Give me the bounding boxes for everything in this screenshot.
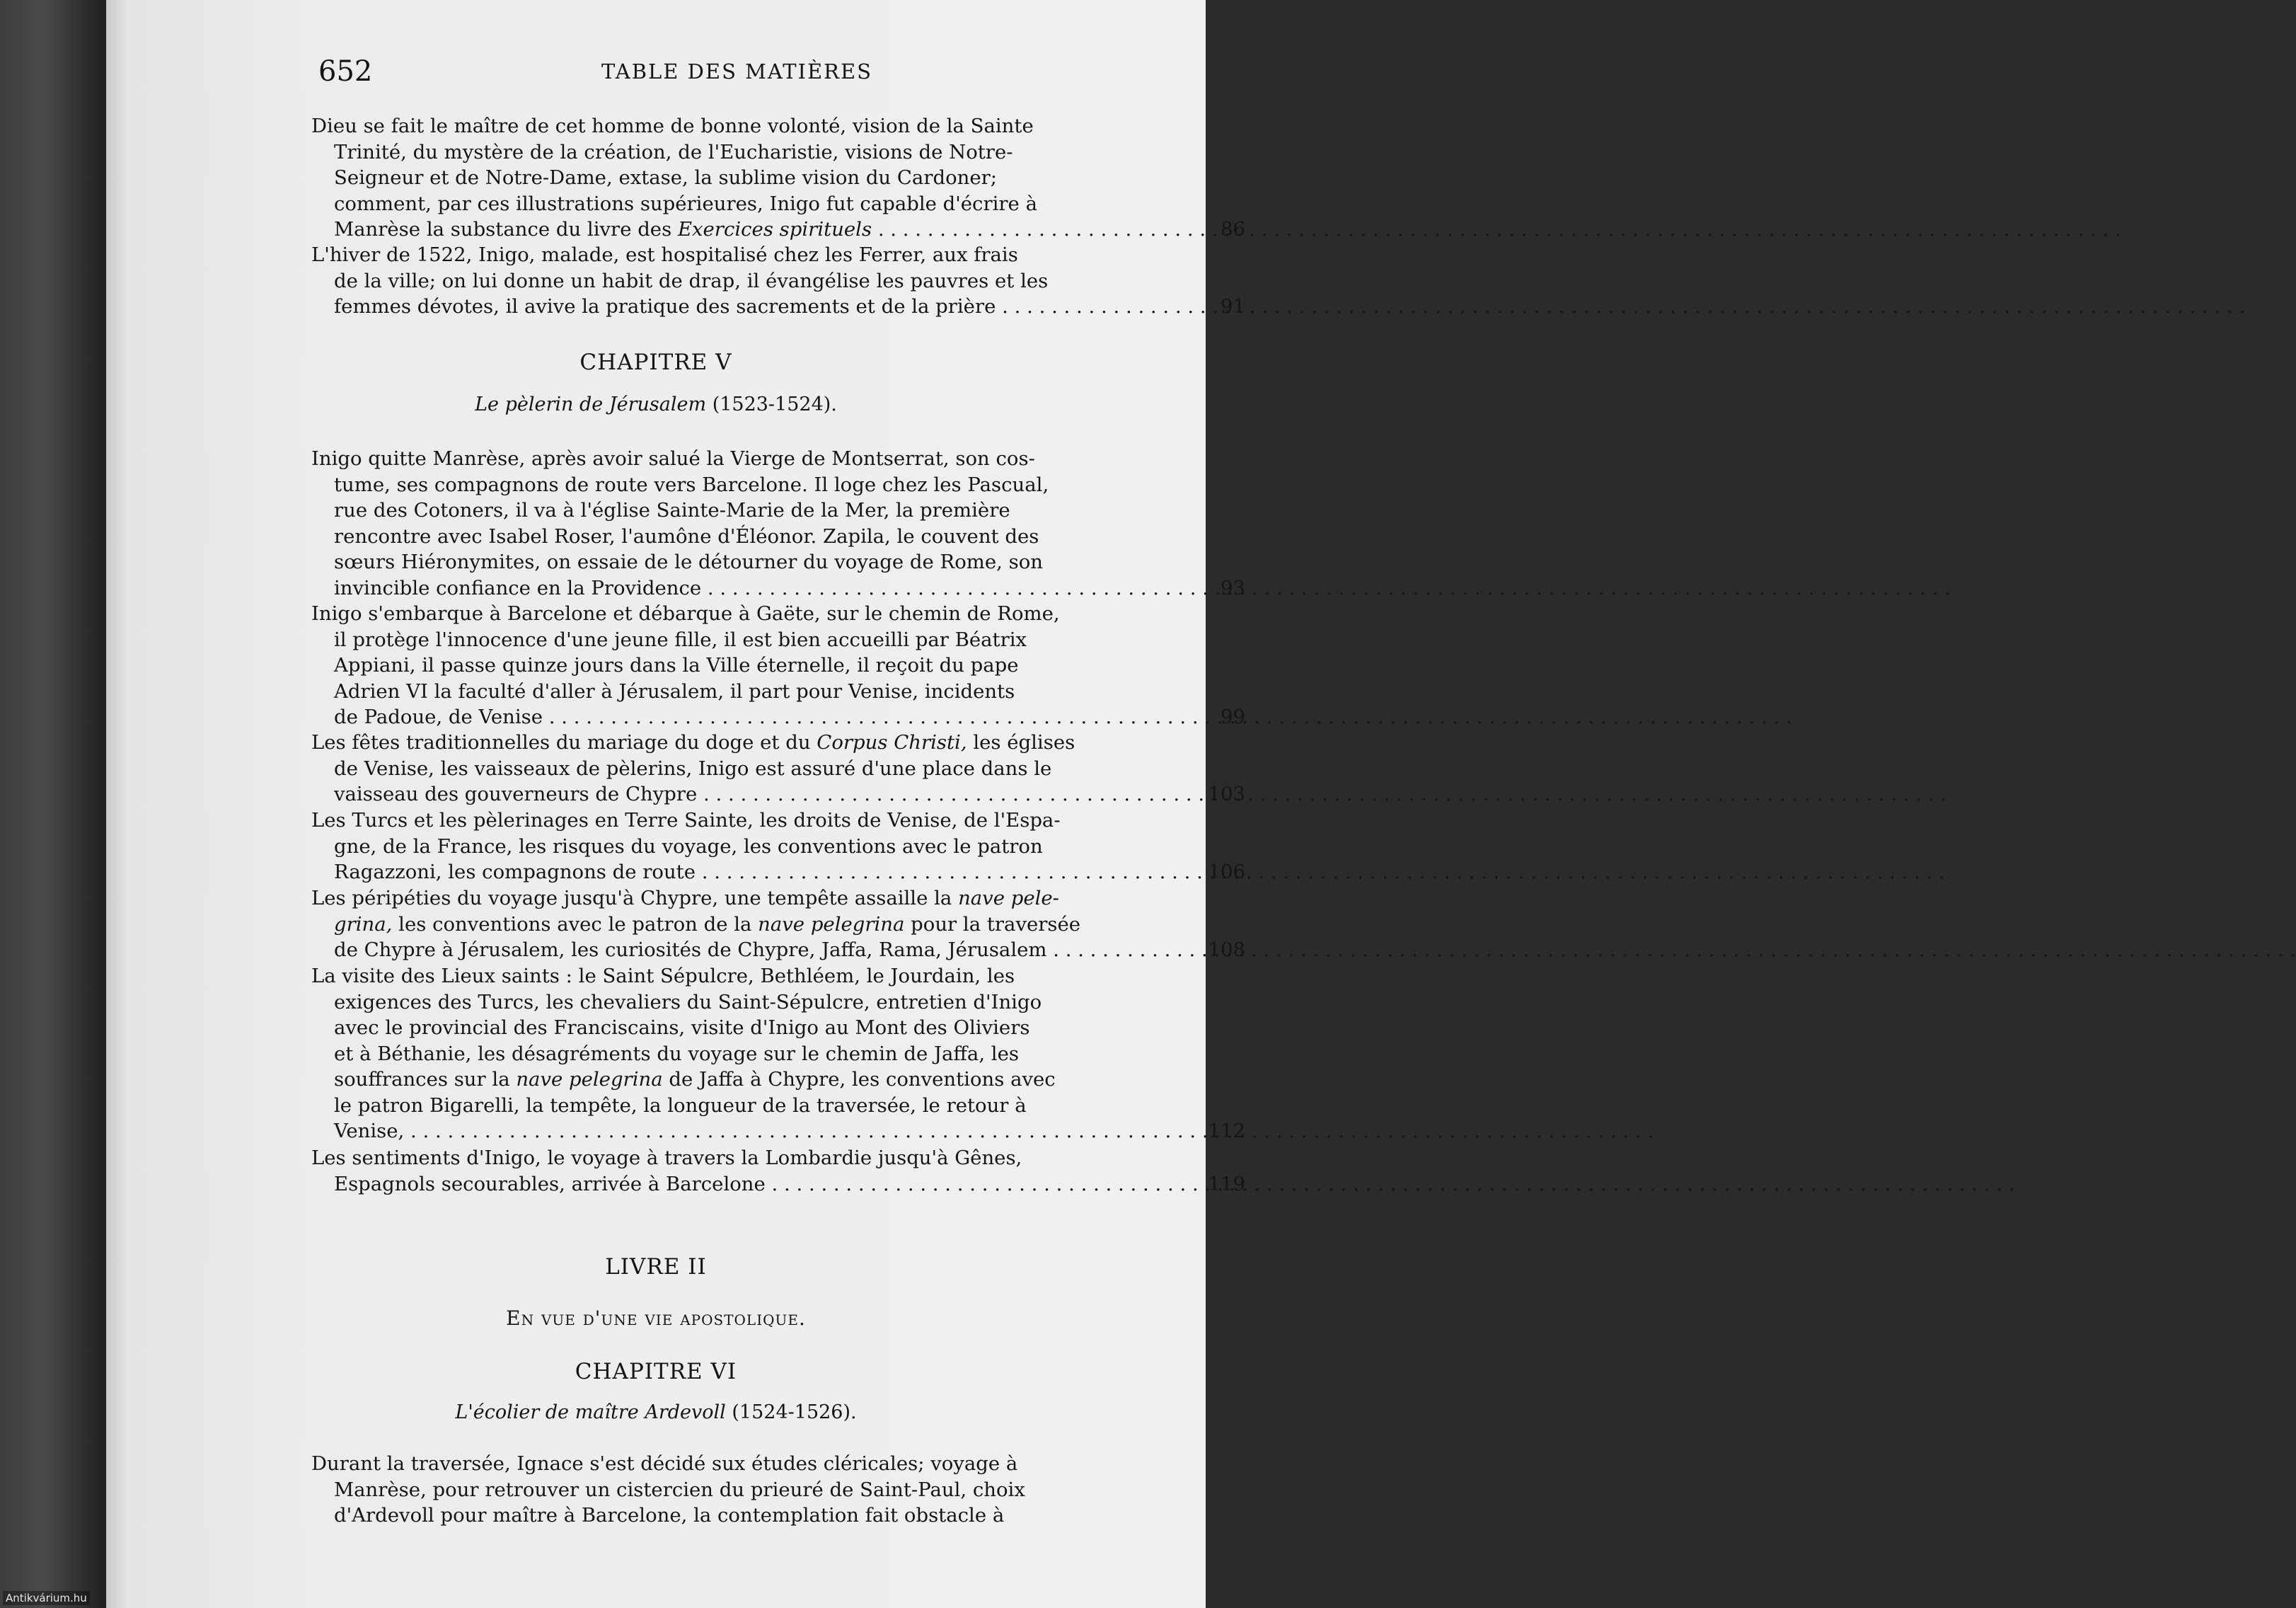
toc-line: Les sentiments d'Inigo, le voyage à travers la Lombardie jusqu'à Gênes, xyxy=(311,1147,1022,1169)
toc-entry xyxy=(311,885,1302,963)
page-ref: 106 xyxy=(1208,861,1245,883)
toc-entry xyxy=(311,730,1302,808)
toc-line: tume, ses compagnons de route vers Barcelone. Il loge chez les Pascual, xyxy=(334,473,1049,496)
page-ref: 119 xyxy=(1208,1172,1245,1195)
page-number: 652 xyxy=(318,55,373,88)
toc-last-line: Espagnols secourables, arrivée à Barcelone . . . 119 xyxy=(311,1171,1302,1198)
toc-last-line: Manrèse la substance du livre des Exercices spirituels . . . 86 xyxy=(311,217,1302,243)
toc-last-line: femmes dévotes, il avive la pratique des sacrements et de la prière . . . 91 xyxy=(311,294,1302,320)
toc-entry xyxy=(311,601,1302,730)
chapter-subtitle: Le pèlerin de Jérusalem (1523-1524). xyxy=(475,394,837,415)
toc-last-line: de Chypre à Jérusalem, les curiosités de Chypre, Jaffa, Rama, Jérusalem . . . 108 xyxy=(311,937,1302,963)
toc-line: exigences des Turcs, les chevaliers du Saint-Sépulcre, entretien d'Inigo xyxy=(334,990,1042,1013)
toc-line: grina, les conventions avec le patron de la nave pelegrina pour la traversée xyxy=(334,912,1081,936)
toc-line: La visite des Lieux saints : le Saint Sépulcre, Bethléem, le Jourdain, les xyxy=(311,965,1015,987)
toc-line: Inigo s'embarque à Barcelone et débarque à Gaëte, sur le chemin de Rome, xyxy=(311,602,1060,625)
toc-entry xyxy=(311,963,1302,1144)
toc-line: rue des Cotoners, il va à l'église Sainte-Marie de la Mer, la première xyxy=(334,499,1010,522)
toc-line: Adrien VI la faculté d'aller à Jérusalem, il part pour Venise, incidents xyxy=(334,679,1015,703)
toc-line: Appiani, il passe quinze jours dans la Ville éternelle, il reçoit du pape xyxy=(334,654,1019,677)
toc-line: le patron Bigarelli, la tempête, la longueur de la traversée, le retour à xyxy=(334,1093,1027,1117)
page-ref: 112 xyxy=(1208,1120,1245,1142)
book-spine-shadow xyxy=(0,0,106,1608)
toc-entry xyxy=(311,113,1302,243)
toc-entry xyxy=(311,1145,1302,1197)
page-ref: 91 xyxy=(1221,295,1245,318)
toc-line: Dieu se fait le maître de cet homme de bonne volonté, vision de la Sainte xyxy=(311,115,1034,137)
toc-line: avec le provincial des Franciscains, visite d'Inigo au Mont des Oliviers xyxy=(334,1016,1030,1039)
toc-line: Les Turcs et les pèlerinages en Terre Sainte, les droits de Venise, de l'Espa- xyxy=(311,809,1061,832)
toc-last-line: de Padoue, de Venise . . . 99 xyxy=(311,704,1302,730)
toc-entry xyxy=(311,1451,1302,1529)
toc-line: Inigo quitte Manrèse, après avoir salué la Vierge de Montserrat, son cos- xyxy=(311,447,1035,470)
toc-line: Les fêtes traditionnelles du mariage du doge et du Corpus Christi, les églises xyxy=(311,731,1075,754)
toc-line: Les péripéties du voyage jusqu'à Chypre, une tempête assaille la nave pele- xyxy=(311,887,1059,909)
page-ref: 108 xyxy=(1208,938,1245,961)
chapter-subtitle: L'écolier de maître Ardevoll (1524-1526). xyxy=(455,1401,857,1423)
toc-line: gne, de la France, les risques du voyage, les conventions avec le patron xyxy=(334,834,1043,858)
book-page xyxy=(106,0,1245,1608)
toc-line: et à Béthanie, les désagréments du voyage sur le chemin de Jaffa, les xyxy=(334,1042,1019,1065)
toc-line: Durant la traversée, Ignace s'est décidé sux études cléricales; voyage à xyxy=(311,1452,1018,1475)
toc-entry xyxy=(311,242,1302,320)
page-ref: 93 xyxy=(1221,576,1245,599)
toc-line: sœurs Hiéronymites, on essaie de le détourner du voyage de Rome, son xyxy=(334,551,1043,573)
toc-line: de la ville; on lui donne un habit de drap, il évangélise les pauvres et les xyxy=(334,269,1049,292)
page-ref: 103 xyxy=(1208,783,1245,805)
toc-last-line: Venise, . . . 112 xyxy=(311,1118,1302,1144)
toc-line: Seigneur et de Notre-Dame, extase, la sublime vision du Cardoner; xyxy=(334,166,998,189)
toc-last-line: invincible confiance en la Providence . . . 93 xyxy=(311,575,1302,602)
toc-line: de Venise, les vaisseaux de pèlerins, Inigo est assuré d'une place dans le xyxy=(334,757,1052,780)
chapter-title: CHAPITRE VI xyxy=(575,1359,737,1384)
toc-line: comment, par ces illustrations supérieures, Inigo fut capable d'écrire à xyxy=(334,192,1037,215)
watermark: Antikvárium.hu xyxy=(3,1591,90,1605)
toc-line: souffrances sur la nave pelegrina de Jaffa à Chypre, les conventions avec xyxy=(334,1068,1056,1091)
toc-last-line: Ragazzoni, les compagnons de route . . . 106 xyxy=(311,859,1302,885)
toc-line: Manrèse, pour retrouver un cistercien du prieuré de Saint-Paul, choix xyxy=(334,1478,1025,1501)
book-subtitle: En vue d'une vie apostolique. xyxy=(506,1306,806,1330)
toc-line: Trinité, du mystère de la création, de l'Eucharistie, visions de Notre- xyxy=(334,140,1013,163)
book-title: LIVRE II xyxy=(605,1254,707,1280)
toc-line: rencontre avec Isabel Roser, l'aumône d'Éléonor. Zapila, le couvent des xyxy=(334,524,1039,548)
chapter-title: CHAPITRE V xyxy=(579,350,732,375)
page-ref: 99 xyxy=(1221,706,1245,728)
toc-entry xyxy=(311,808,1302,885)
toc-line: d'Ardevoll pour maître à Barcelone, la contemplation fait obstacle à xyxy=(334,1504,1005,1527)
page-header xyxy=(106,55,1206,91)
page-ref: 86 xyxy=(1221,218,1245,241)
toc-line: il protège l'innocence d'une jeune fille, il est bien accueilli par Béatrix xyxy=(334,628,1027,651)
toc-entry xyxy=(311,446,1302,601)
toc-line: L'hiver de 1522, Inigo, malade, est hospitalisé chez les Ferrer, aux frais xyxy=(311,243,1018,266)
running-head: TABLE DES MATIÈRES xyxy=(601,59,873,84)
toc-last-line: vaisseau des gouverneurs de Chypre . . . 103 xyxy=(311,781,1302,808)
